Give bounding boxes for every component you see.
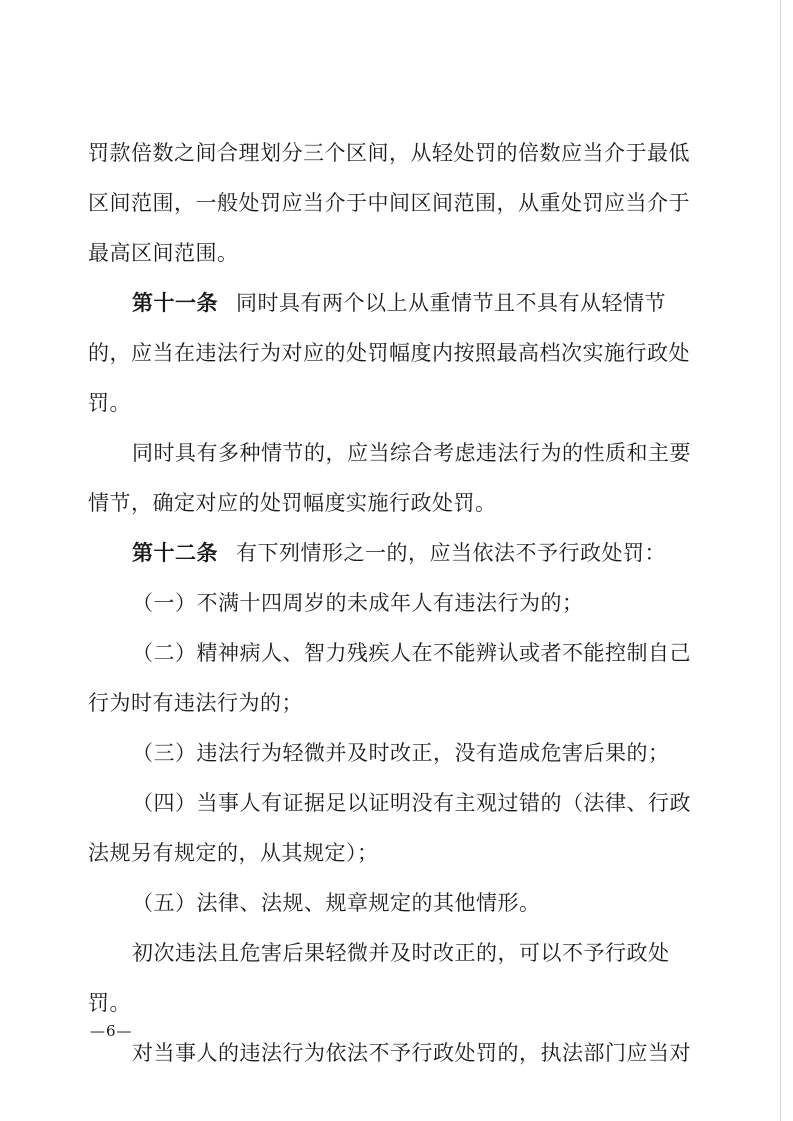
article-heading: 第十二条	[132, 540, 218, 565]
text-line: 罚。	[88, 391, 131, 415]
page-number: —6—	[90, 1022, 133, 1040]
text-line: 最高区间范围。	[88, 241, 239, 265]
text-line: 法规另有规定的，从其规定）；	[88, 841, 379, 865]
list-item: （五）法律、法规、规章规定的其他情形。	[132, 891, 541, 915]
text-line: 同时具有多种情节的，应当综合考虑违法行为的性质和主要	[132, 441, 691, 465]
article-line	[88, 528, 708, 578]
text-line: 对当事人的违法行为依法不予行政处罚的，执法部门应当对	[132, 1041, 691, 1065]
text-line: 罚款倍数之间合理划分三个区间，从轻处罚的倍数应当介于最低	[88, 141, 690, 165]
text-line: 的，应当在违法行为对应的处罚幅度内按照最高档次实施行政处	[88, 341, 690, 365]
text-line: 初次违法且危害后果轻微并及时改正的，可以不予行政处	[132, 941, 670, 965]
article-line	[88, 278, 708, 328]
list-item: （三）违法行为轻微并及时改正，没有造成危害后果的；	[132, 741, 670, 765]
text-line: 情节，确定对应的处罚幅度实施行政处罚。	[88, 491, 497, 515]
scan-edge-line	[780, 0, 781, 1121]
article-heading: 第十一条	[132, 290, 218, 315]
text-span: 有下列情形之一的，应当依法不予行政处罚：	[236, 541, 666, 565]
list-item: （一）不满十四周岁的未成年人有违法行为的；	[132, 591, 584, 615]
document-body	[88, 128, 708, 1078]
text-line: 行为时有违法行为的；	[88, 691, 303, 715]
list-item: （二）精神病人、智力残疾人在不能辨认或者不能控制自己	[132, 641, 691, 665]
text-line: 罚。	[88, 991, 131, 1015]
list-item: （四）当事人有证据足以证明没有主观过错的（法律、行政	[132, 791, 691, 815]
text-line: 区间范围，一般处罚应当介于中间区间范围，从重处罚应当介于	[88, 191, 690, 215]
text-span: 同时具有两个以上从重情节且不具有从轻情节	[236, 291, 666, 315]
